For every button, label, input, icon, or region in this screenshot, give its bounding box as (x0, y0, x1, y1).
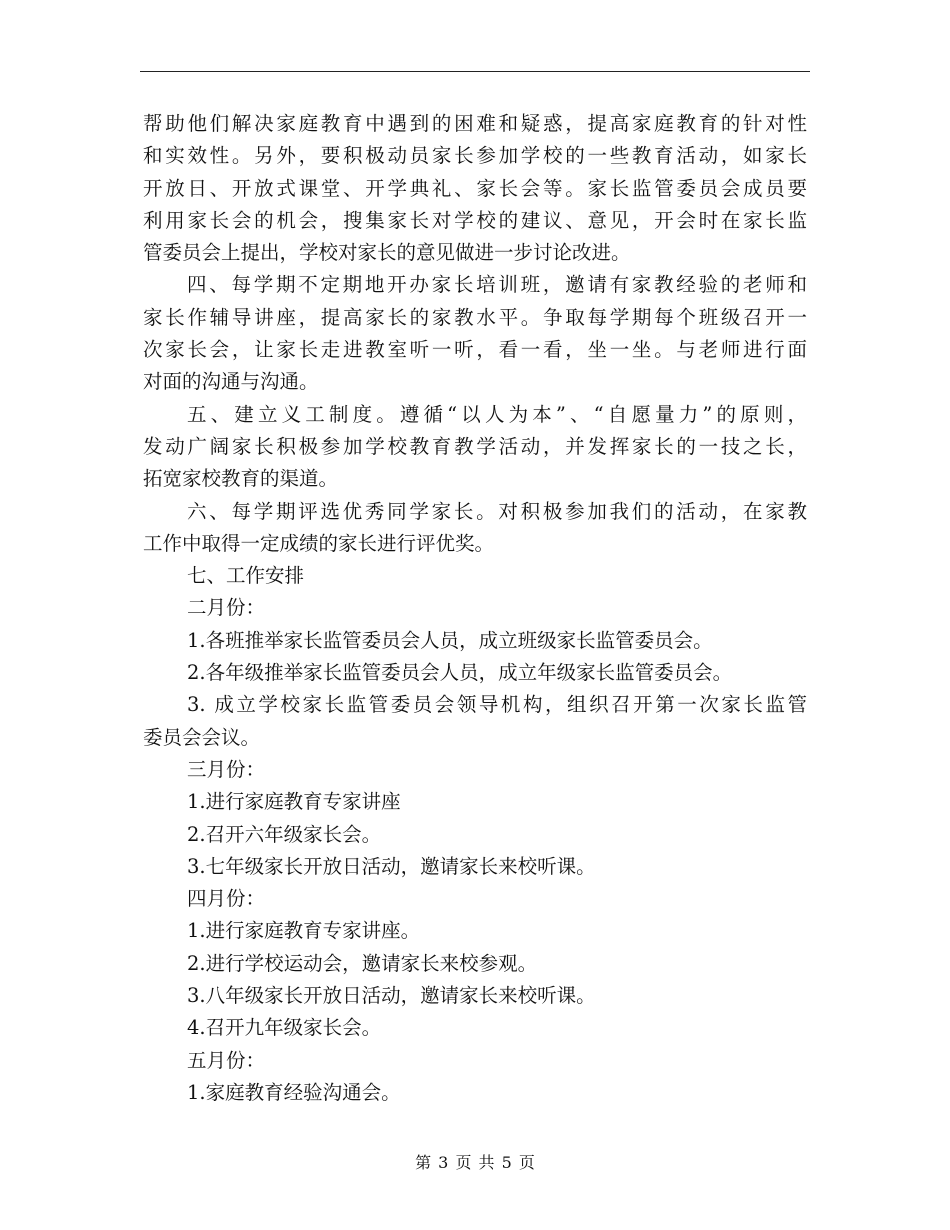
text-line: 家长作辅导讲座，提高家长的家教水平。争取每学期每个班级召开一 (143, 305, 807, 329)
month-heading: 四月份： (187, 887, 266, 911)
month-heading: 五月份： (187, 1048, 266, 1072)
list-item: 4.召开九年级家长会。 (187, 1016, 382, 1040)
text-line: 和实效性。另外，要积极动员家长参加学校的一些教育活动，如家长 (143, 144, 807, 168)
list-item: 1.各班推举家长监管委员会人员，成立班级家长监管委员会。 (187, 628, 713, 652)
month-heading: 三月份： (187, 757, 266, 781)
text-line: 开放日、开放式课堂、开学典礼、家长会等。家长监管委员会成员要 (143, 176, 807, 200)
list-item: 1.进行家庭教育专家讲座。 (187, 919, 421, 943)
list-item: 2.召开六年级家长会。 (187, 822, 382, 846)
document-body (143, 108, 807, 1109)
text-line: 对面的沟通与沟通。 (143, 370, 319, 394)
text-line: 发动广阔家长积极参加学校教育教学活动，并发挥家长的一技之长， (143, 434, 807, 458)
text-line: 帮助他们解决家庭教育中遇到的困难和疑惑，提高家庭教育的针对性 (143, 112, 807, 135)
paragraph-start-line: 六、每学期评选优秀同学家长。对积极参加我们的活动，在家教 (187, 499, 807, 523)
header-rule (140, 71, 810, 72)
month-heading: 二月份： (187, 596, 266, 620)
list-item: 2.进行学校运动会，邀请家长来校参观。 (187, 951, 538, 975)
list-item: 2.各年级推举家长监管委员会人员，成立年级家长监管委员会。 (187, 661, 733, 685)
list-item: 3.八年级家长开放日活动，邀请家长来校听课。 (187, 984, 596, 1008)
list-item: 1.家庭教育经验沟通会。 (187, 1080, 401, 1104)
text-line: 利用家长会的机会，搜集家长对学校的建议、意见，开会时在家长监 (143, 208, 807, 232)
text-line: 拓宽家校教育的渠道。 (143, 467, 339, 491)
text-line: 工作中取得一定成绩的家长进行评优奖。 (143, 531, 495, 555)
list-item: 3. 成立学校家长监管委员会领导机构，组织召开第一次家长监管 (187, 693, 807, 717)
paragraph-start-line: 四、每学期不定期地开办家长培训班，邀请有家教经验的老师和 (187, 273, 807, 297)
text-line: 委员会会议。 (143, 725, 261, 749)
list-item: 1.进行家庭教育专家讲座 (187, 790, 401, 814)
section-heading: 七、工作安排 (187, 564, 305, 588)
text-line: 管委员会上提出，学校对家长的意见做进一步讨论改进。 (143, 241, 631, 265)
text-line: 次家长会，让家长走进教室听一听，看一看，坐一坐。与老师进行面 (143, 338, 807, 362)
paragraph-start-line: 五、建立义工制度。遵循“以人为本”、“自愿量力”的原则， (187, 402, 807, 426)
list-item: 3.七年级家长开放日活动，邀请家长来校听课。 (187, 854, 596, 878)
page-number-footer: 第 3 页 共 5 页 (415, 1153, 535, 1172)
